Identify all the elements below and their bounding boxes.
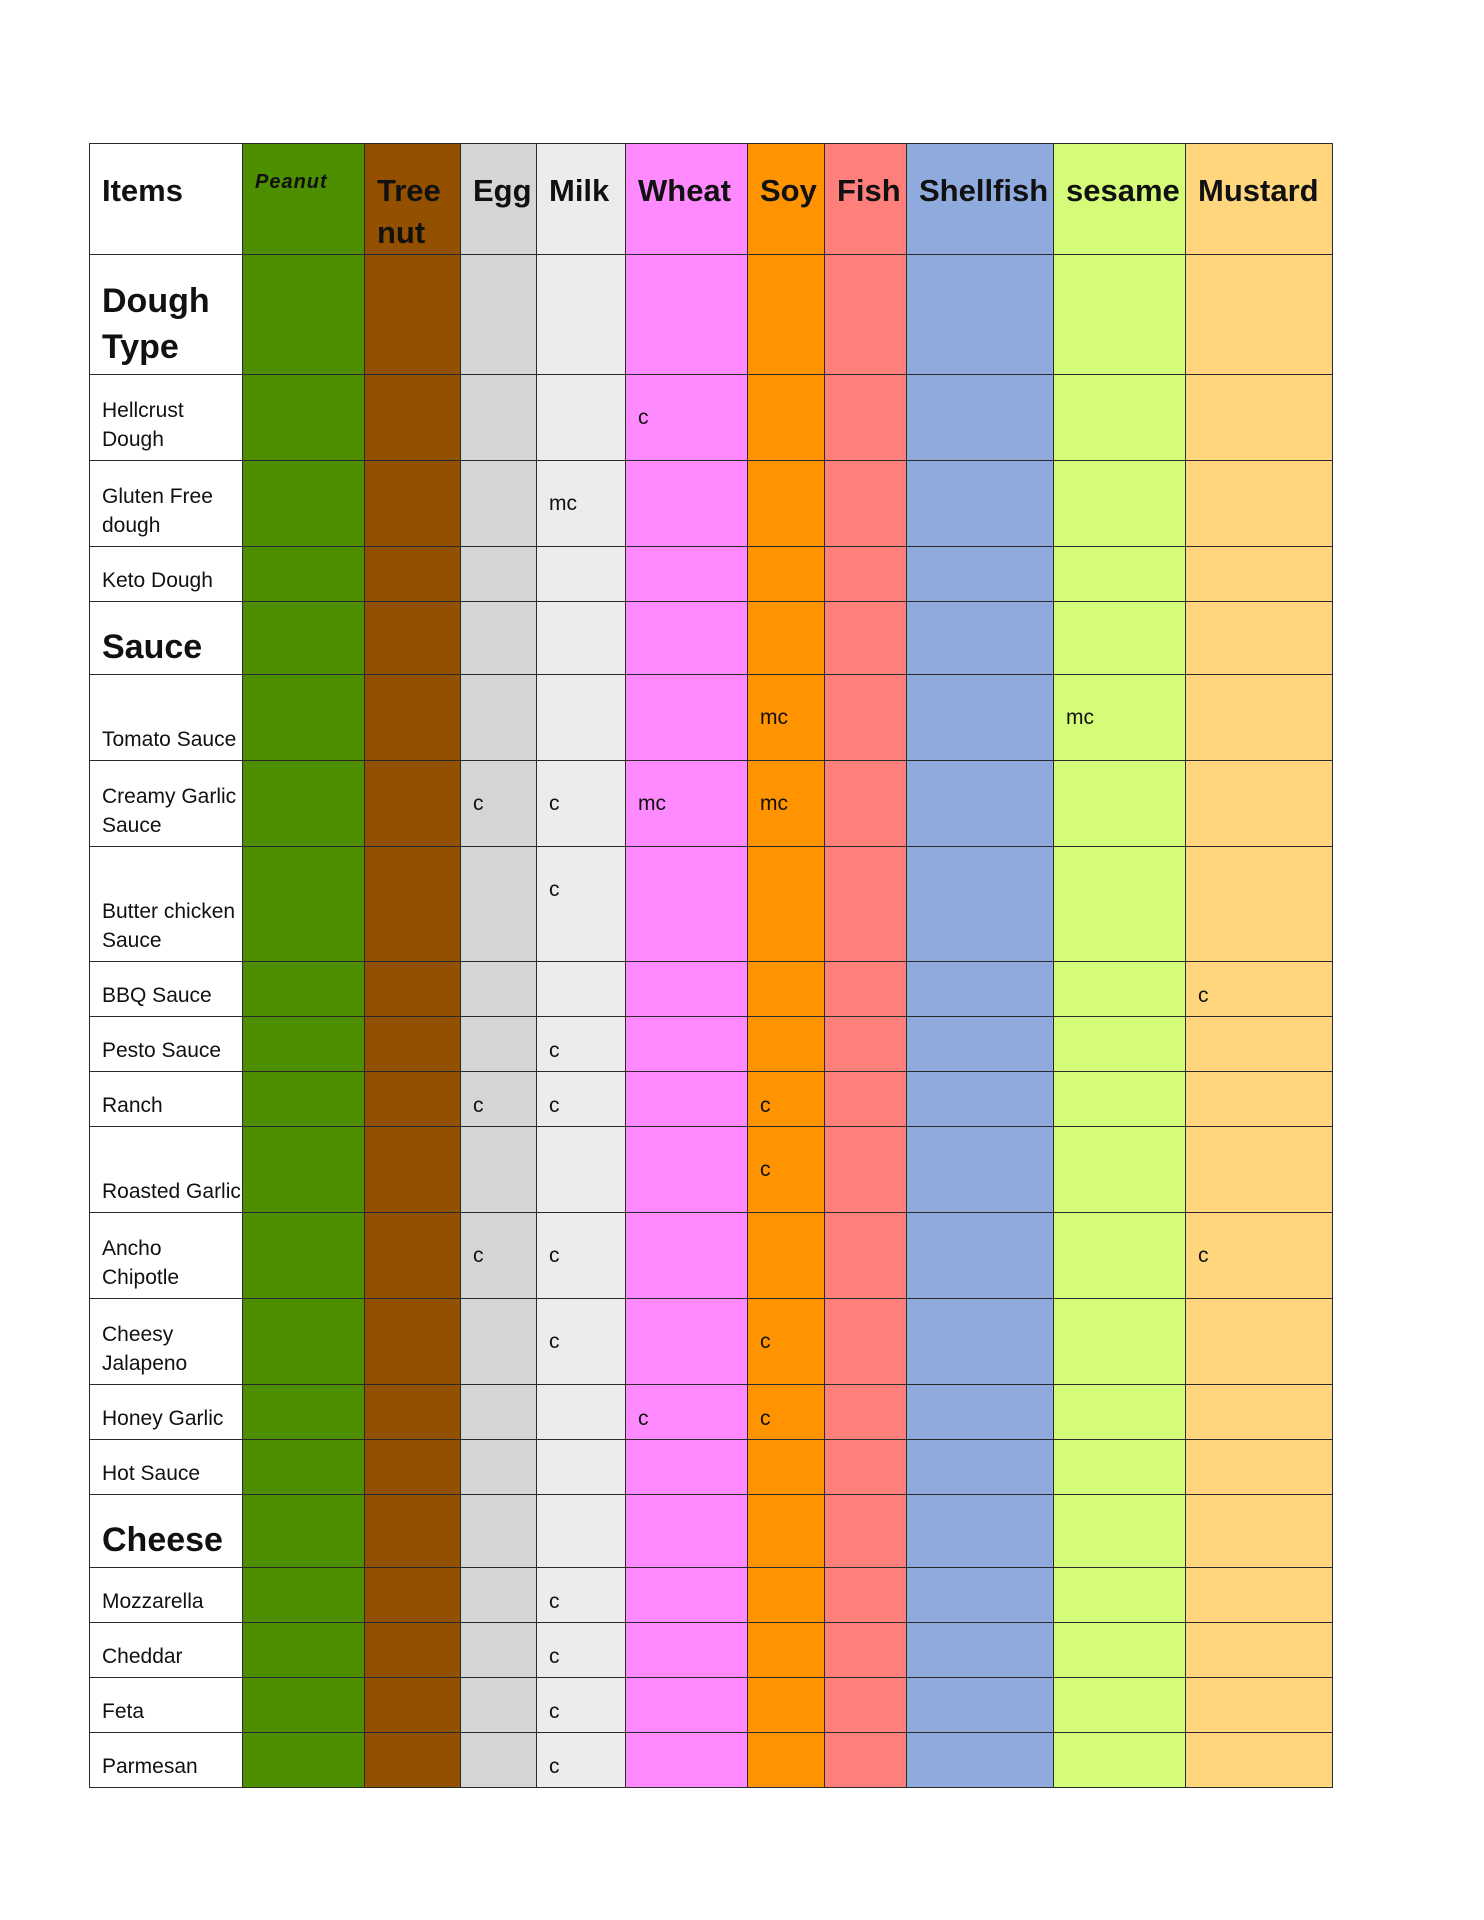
table-row [90, 1568, 1333, 1623]
cell-milk [537, 547, 626, 602]
cell-treenut [365, 1213, 461, 1299]
table-row [90, 1127, 1333, 1213]
item-name: Feta [90, 1678, 243, 1733]
cell-peanut [243, 1299, 365, 1385]
item-name: Mozzarella [90, 1568, 243, 1623]
cell-peanut [243, 461, 365, 547]
cell-fish [825, 1733, 907, 1788]
cell-treenut [365, 461, 461, 547]
cell-shellfish [907, 461, 1054, 547]
cell-wheat [626, 1017, 748, 1072]
cell-egg [461, 602, 537, 675]
cell-fish [825, 255, 907, 375]
cell-fish [825, 547, 907, 602]
cell-milk: c [537, 1299, 626, 1385]
cell-milk: mc [537, 461, 626, 547]
cell-treenut [365, 1495, 461, 1568]
item-name: Cheesy Jalapeno [90, 1299, 243, 1385]
allergen-table [89, 143, 1333, 1788]
cell-mustard [1186, 547, 1333, 602]
item-name: Roasted Garlic [90, 1127, 243, 1213]
header-soy: Soy [748, 144, 825, 255]
cell-sesame [1054, 1017, 1186, 1072]
cell-fish [825, 1072, 907, 1127]
cell-soy: c [748, 1072, 825, 1127]
cell-mustard [1186, 675, 1333, 761]
cell-milk: c [537, 1213, 626, 1299]
table-row [90, 1623, 1333, 1678]
cell-milk [537, 962, 626, 1017]
cell-treenut [365, 847, 461, 962]
cell-wheat [626, 1568, 748, 1623]
cell-sesame [1054, 1299, 1186, 1385]
table-row [90, 1733, 1333, 1788]
cell-sesame [1054, 1072, 1186, 1127]
cell-peanut [243, 1440, 365, 1495]
item-name: Honey Garlic [90, 1385, 243, 1440]
cell-soy [748, 1017, 825, 1072]
cell-mustard [1186, 1678, 1333, 1733]
item-name: Hellcrust Dough [90, 375, 243, 461]
cell-sesame [1054, 602, 1186, 675]
cell-egg [461, 1385, 537, 1440]
cell-peanut [243, 255, 365, 375]
cell-milk: c [537, 1678, 626, 1733]
cell-wheat: c [626, 1385, 748, 1440]
cell-milk [537, 1440, 626, 1495]
cell-egg [461, 1623, 537, 1678]
cell-wheat [626, 461, 748, 547]
cell-sesame [1054, 547, 1186, 602]
cell-wheat [626, 1213, 748, 1299]
cell-soy [748, 1213, 825, 1299]
cell-milk: c [537, 1017, 626, 1072]
cell-egg [461, 375, 537, 461]
cell-treenut [365, 602, 461, 675]
cell-fish [825, 1299, 907, 1385]
cell-mustard [1186, 1568, 1333, 1623]
cell-shellfish [907, 1213, 1054, 1299]
cell-peanut [243, 962, 365, 1017]
cell-treenut [365, 761, 461, 847]
cell-wheat: mc [626, 761, 748, 847]
cell-soy [748, 962, 825, 1017]
cell-shellfish [907, 602, 1054, 675]
cell-shellfish [907, 962, 1054, 1017]
cell-mustard [1186, 461, 1333, 547]
cell-egg [461, 1017, 537, 1072]
cell-wheat [626, 962, 748, 1017]
cell-wheat [626, 1299, 748, 1385]
cell-shellfish [907, 1678, 1054, 1733]
cell-milk [537, 675, 626, 761]
header-row [90, 144, 1333, 255]
cell-wheat [626, 1678, 748, 1733]
cell-sesame [1054, 962, 1186, 1017]
cell-milk [537, 1495, 626, 1568]
item-name: Cheddar [90, 1623, 243, 1678]
cell-mustard [1186, 1127, 1333, 1213]
cell-soy [748, 375, 825, 461]
cell-milk [537, 375, 626, 461]
header-egg: Egg [461, 144, 537, 255]
header-shellfish: Shellfish [907, 144, 1054, 255]
cell-soy: mc [748, 675, 825, 761]
section-heading: Dough Type [90, 255, 243, 375]
cell-sesame [1054, 1385, 1186, 1440]
cell-soy [748, 1678, 825, 1733]
cell-milk: c [537, 1623, 626, 1678]
cell-egg [461, 962, 537, 1017]
cell-fish [825, 1385, 907, 1440]
cell-milk: c [537, 847, 626, 962]
header-wheat: Wheat [626, 144, 748, 255]
cell-shellfish [907, 1623, 1054, 1678]
cell-sesame [1054, 761, 1186, 847]
item-name: Ranch [90, 1072, 243, 1127]
cell-sesame [1054, 1623, 1186, 1678]
item-name: Tomato Sauce [90, 675, 243, 761]
cell-peanut [243, 1072, 365, 1127]
cell-shellfish [907, 1733, 1054, 1788]
cell-treenut [365, 1385, 461, 1440]
cell-peanut [243, 1678, 365, 1733]
section-row [90, 1495, 1333, 1568]
cell-mustard [1186, 1623, 1333, 1678]
table-row [90, 375, 1333, 461]
cell-peanut [243, 602, 365, 675]
cell-shellfish [907, 1299, 1054, 1385]
header-treenut: Tree nut [365, 144, 461, 255]
cell-wheat [626, 847, 748, 962]
cell-egg [461, 1678, 537, 1733]
cell-soy [748, 847, 825, 962]
cell-sesame [1054, 1213, 1186, 1299]
cell-fish [825, 675, 907, 761]
cell-treenut [365, 255, 461, 375]
cell-milk [537, 602, 626, 675]
cell-sesame [1054, 1568, 1186, 1623]
cell-treenut [365, 1568, 461, 1623]
cell-egg [461, 547, 537, 602]
cell-soy [748, 1733, 825, 1788]
cell-milk [537, 255, 626, 375]
cell-wheat [626, 255, 748, 375]
cell-treenut [365, 1072, 461, 1127]
cell-milk: c [537, 1733, 626, 1788]
item-name: Pesto Sauce [90, 1017, 243, 1072]
cell-sesame [1054, 255, 1186, 375]
table-row [90, 1678, 1333, 1733]
cell-shellfish [907, 1127, 1054, 1213]
cell-shellfish [907, 847, 1054, 962]
section-row [90, 255, 1333, 375]
table-row [90, 547, 1333, 602]
cell-wheat [626, 1623, 748, 1678]
cell-peanut [243, 1385, 365, 1440]
cell-sesame [1054, 461, 1186, 547]
cell-sesame [1054, 1733, 1186, 1788]
cell-milk: c [537, 761, 626, 847]
cell-egg [461, 1127, 537, 1213]
cell-peanut [243, 1017, 365, 1072]
cell-fish [825, 375, 907, 461]
cell-wheat [626, 1495, 748, 1568]
cell-mustard [1186, 1733, 1333, 1788]
table-row [90, 1385, 1333, 1440]
cell-egg [461, 1568, 537, 1623]
cell-egg [461, 461, 537, 547]
cell-wheat [626, 602, 748, 675]
cell-soy: c [748, 1385, 825, 1440]
cell-mustard [1186, 1017, 1333, 1072]
cell-shellfish [907, 1568, 1054, 1623]
section-heading: Cheese [90, 1495, 243, 1568]
cell-mustard [1186, 761, 1333, 847]
cell-treenut [365, 375, 461, 461]
cell-wheat [626, 1072, 748, 1127]
item-name: Gluten Free dough [90, 461, 243, 547]
table-row [90, 761, 1333, 847]
cell-fish [825, 1440, 907, 1495]
cell-egg [461, 255, 537, 375]
cell-mustard [1186, 1385, 1333, 1440]
table-row [90, 1213, 1333, 1299]
cell-fish [825, 1678, 907, 1733]
cell-soy [748, 1568, 825, 1623]
cell-shellfish [907, 761, 1054, 847]
cell-egg [461, 1495, 537, 1568]
cell-sesame [1054, 375, 1186, 461]
cell-sesame [1054, 1678, 1186, 1733]
cell-peanut [243, 1623, 365, 1678]
cell-sesame [1054, 1495, 1186, 1568]
cell-treenut [365, 1623, 461, 1678]
cell-wheat [626, 1733, 748, 1788]
cell-wheat [626, 1440, 748, 1495]
item-name: Ancho Chipotle [90, 1213, 243, 1299]
cell-mustard [1186, 602, 1333, 675]
cell-shellfish [907, 1072, 1054, 1127]
cell-mustard [1186, 847, 1333, 962]
cell-soy [748, 602, 825, 675]
cell-mustard: c [1186, 1213, 1333, 1299]
cell-egg [461, 675, 537, 761]
cell-fish [825, 1213, 907, 1299]
cell-peanut [243, 1568, 365, 1623]
table-row [90, 1440, 1333, 1495]
table-row [90, 847, 1333, 962]
header-mustard: Mustard [1186, 144, 1333, 255]
item-name: BBQ Sauce [90, 962, 243, 1017]
cell-treenut [365, 962, 461, 1017]
cell-egg: c [461, 1213, 537, 1299]
table-row [90, 1072, 1333, 1127]
cell-peanut [243, 375, 365, 461]
cell-soy [748, 1495, 825, 1568]
cell-egg [461, 847, 537, 962]
item-name: Creamy Garlic Sauce [90, 761, 243, 847]
cell-fish [825, 461, 907, 547]
header-sesame: sesame [1054, 144, 1186, 255]
cell-fish [825, 847, 907, 962]
cell-shellfish [907, 375, 1054, 461]
cell-fish [825, 761, 907, 847]
cell-peanut [243, 761, 365, 847]
cell-mustard [1186, 1495, 1333, 1568]
cell-shellfish [907, 547, 1054, 602]
cell-treenut [365, 1678, 461, 1733]
item-name: Parmesan [90, 1733, 243, 1788]
cell-treenut [365, 547, 461, 602]
cell-soy [748, 1623, 825, 1678]
cell-shellfish [907, 1495, 1054, 1568]
cell-fish [825, 1127, 907, 1213]
cell-peanut [243, 847, 365, 962]
cell-peanut [243, 1733, 365, 1788]
cell-mustard [1186, 375, 1333, 461]
cell-wheat: c [626, 375, 748, 461]
cell-soy: mc [748, 761, 825, 847]
cell-fish [825, 1568, 907, 1623]
cell-peanut [243, 547, 365, 602]
cell-mustard [1186, 1440, 1333, 1495]
cell-peanut [243, 1213, 365, 1299]
section-row [90, 602, 1333, 675]
cell-shellfish [907, 1385, 1054, 1440]
cell-treenut [365, 1017, 461, 1072]
cell-fish [825, 1495, 907, 1568]
table-row [90, 461, 1333, 547]
cell-wheat [626, 675, 748, 761]
cell-soy [748, 547, 825, 602]
cell-egg [461, 1299, 537, 1385]
cell-wheat [626, 1127, 748, 1213]
cell-mustard [1186, 255, 1333, 375]
cell-treenut [365, 1733, 461, 1788]
item-name: Hot Sauce [90, 1440, 243, 1495]
table-row [90, 675, 1333, 761]
cell-peanut [243, 1127, 365, 1213]
cell-shellfish [907, 675, 1054, 761]
cell-mustard [1186, 1299, 1333, 1385]
cell-mustard: c [1186, 962, 1333, 1017]
cell-treenut [365, 1127, 461, 1213]
cell-treenut [365, 1440, 461, 1495]
cell-milk: c [537, 1072, 626, 1127]
cell-peanut [243, 1495, 365, 1568]
cell-shellfish [907, 255, 1054, 375]
cell-egg: c [461, 1072, 537, 1127]
table-row [90, 1017, 1333, 1072]
cell-treenut [365, 1299, 461, 1385]
cell-mustard [1186, 1072, 1333, 1127]
cell-sesame [1054, 847, 1186, 962]
cell-shellfish [907, 1440, 1054, 1495]
cell-milk [537, 1385, 626, 1440]
table-row [90, 1299, 1333, 1385]
cell-egg [461, 1733, 537, 1788]
cell-wheat [626, 547, 748, 602]
header-items: Items [90, 144, 243, 255]
cell-milk: c [537, 1568, 626, 1623]
cell-soy: c [748, 1299, 825, 1385]
item-name: Keto Dough [90, 547, 243, 602]
cell-soy [748, 1440, 825, 1495]
header-fish: Fish [825, 144, 907, 255]
cell-egg: c [461, 761, 537, 847]
section-heading: Sauce [90, 602, 243, 675]
cell-sesame [1054, 1127, 1186, 1213]
cell-peanut [243, 675, 365, 761]
item-name: Butter chicken Sauce [90, 847, 243, 962]
header-milk: Milk [537, 144, 626, 255]
cell-sesame: mc [1054, 675, 1186, 761]
cell-fish [825, 602, 907, 675]
table-row [90, 962, 1333, 1017]
cell-fish [825, 1623, 907, 1678]
cell-fish [825, 1017, 907, 1072]
cell-egg [461, 1440, 537, 1495]
cell-milk [537, 1127, 626, 1213]
cell-sesame [1054, 1440, 1186, 1495]
cell-fish [825, 962, 907, 1017]
cell-treenut [365, 675, 461, 761]
header-peanut: Peanut [243, 144, 365, 255]
cell-soy: c [748, 1127, 825, 1213]
cell-soy [748, 255, 825, 375]
cell-shellfish [907, 1017, 1054, 1072]
cell-soy [748, 461, 825, 547]
